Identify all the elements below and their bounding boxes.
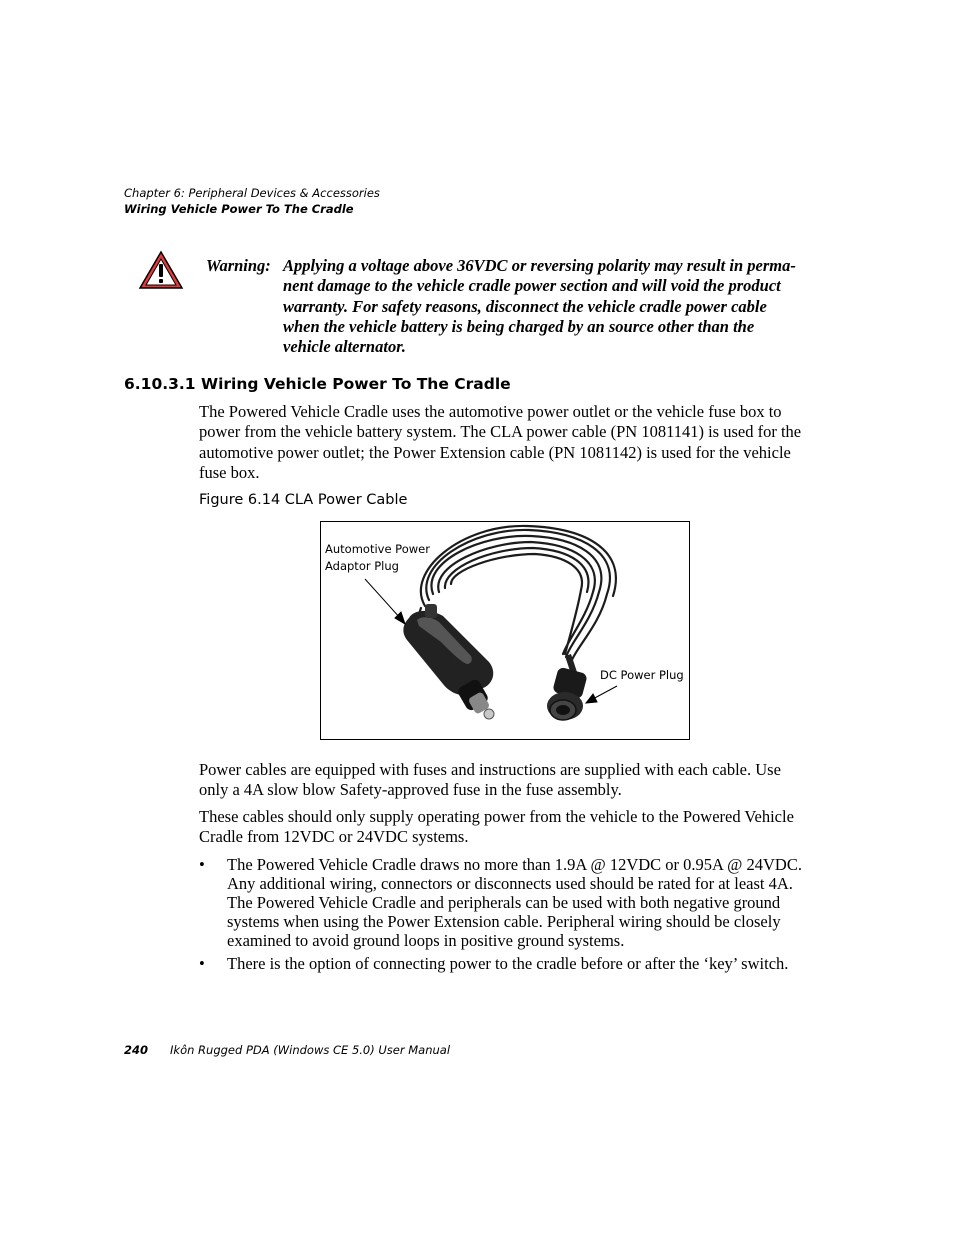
callout-line: Automotive Power [325,542,430,556]
warning-line: when the vehicle battery is being charged by an source other than the [283,316,755,336]
warning-text [283,256,823,357]
figure-cla-power-cable [320,521,690,740]
running-head [124,185,380,217]
figure-caption: Figure 6.14 CLA Power Cable [199,492,408,508]
paragraph-line: These cables should only supply operating power from the vehicle to the Powered Vehicle [199,807,794,826]
paragraph-line: only a 4A slow blow Safety-approved fuse in the fuse assembly. [199,780,622,800]
footer-title: Ikôn Rugged PDA (Windows CE 5.0) User Manual [170,1043,451,1057]
bullet-text [227,954,827,973]
paragraph-line: Power cables are equipped with fuses and instructions are supplied with each cable. Use [199,760,781,779]
paragraph-line: automotive power outlet; the Power Extension cable (PN 1081142) is used for the vehicle [199,442,791,462]
section-heading: 6.10.3.1 Wiring Vehicle Power To The Cradle [124,375,511,393]
warning-line: warranty. For safety reasons, disconnect the vehicle cradle power cable [283,296,767,316]
automotive-power-adaptor-plug [403,604,494,719]
warning-triangle-icon [138,250,184,290]
bullet-line: The Powered Vehicle Cradle and peripherals can be used with both negative ground [227,893,781,912]
intro-paragraph [199,402,819,483]
callout-line: Adaptor Plug [325,559,399,573]
warning-line: Applying a voltage above 36VDC or reversing polarity may result in perma- [283,256,796,275]
paragraph-line: power from the vehicle battery system. The CLA power cable (PN 1081141) is used for the [199,422,802,442]
running-head-section: Wiring Vehicle Power To The Cradle [124,202,354,216]
callout-dc-power-plug: DC Power Plug [600,668,684,682]
fuses-paragraph [199,760,819,801]
page-number: 240 [124,1043,149,1057]
warning-line: nent damage to the vehicle cradle power section and will void the product [283,276,781,296]
bullet-marker: • [199,855,205,874]
warning-label: Warning: [206,256,271,275]
bullet-line: examined to avoid ground loops in positive ground systems. [227,931,625,950]
paragraph-line: fuse box. [199,462,260,482]
dc-power-plug [547,654,588,720]
bullet-line: The Powered Vehicle Cradle draws no more than 1.9A @ 12VDC or 0.95A @ 24VDC. [227,855,802,874]
page-footer [124,1043,450,1057]
bullet-line: There is the option of connecting power to the cradle before or after the ‘key’ switch. [227,954,789,973]
bullet-marker: • [199,954,205,973]
bullet-text [227,855,827,950]
callout-automotive-power-adaptor-plug [325,541,430,575]
running-head-chapter: Chapter 6: Peripheral Devices & Accessories [124,186,380,200]
paragraph-line: Cradle from 12VDC or 24VDC systems. [199,827,469,847]
bullet-line: systems when using the Power Extension cable. Peripheral wiring should be closely [227,912,781,931]
warning-line: vehicle alternator. [283,337,406,357]
bullet-line: Any additional wiring, connectors or disconnects used should be rated for at least 4A. [227,874,793,893]
supply-paragraph [199,807,819,848]
paragraph-line: The Powered Vehicle Cradle uses the automotive power outlet or the vehicle fuse box to [199,402,782,421]
